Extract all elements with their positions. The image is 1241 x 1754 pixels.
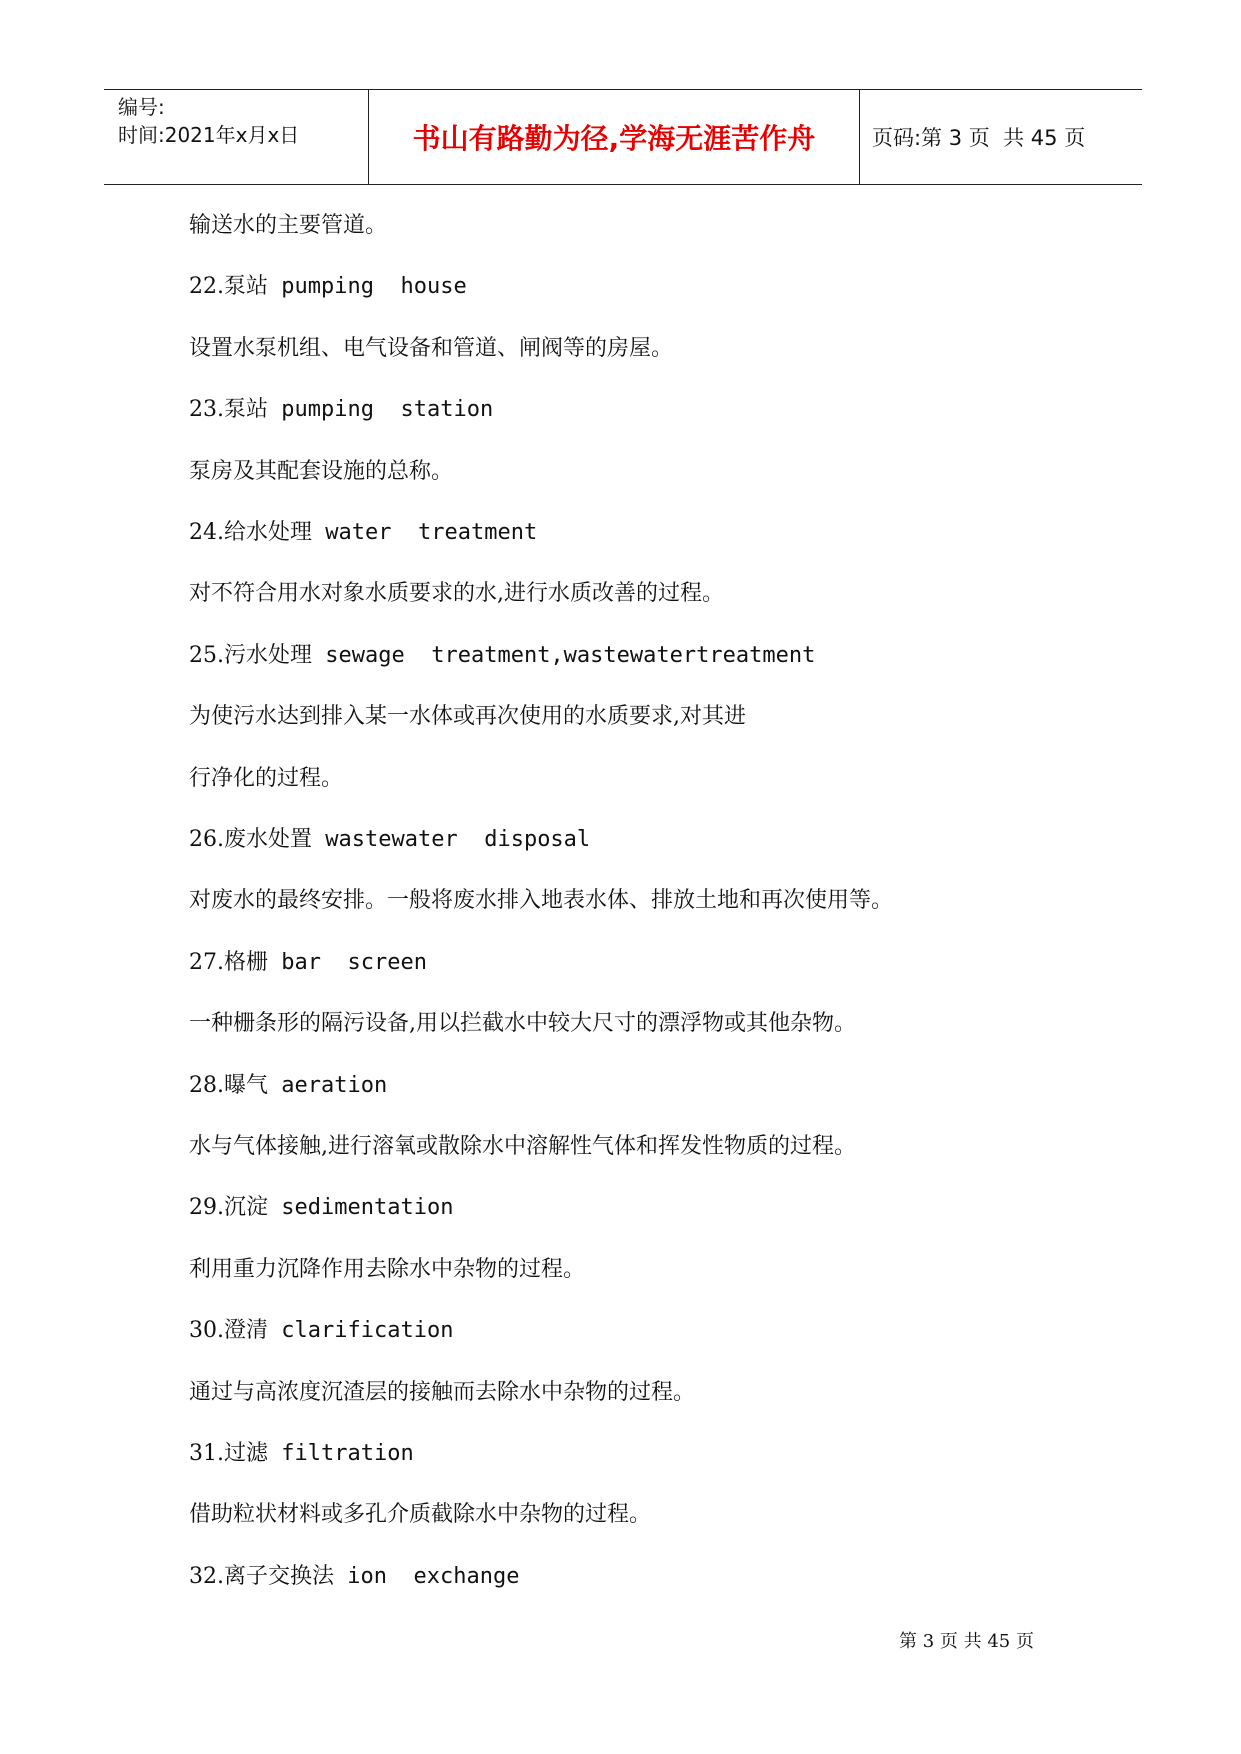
page-footer: 第 3 页 共 45 页 — [899, 1631, 1034, 1652]
definition-text: 借助粒状材料或多孔介质截除水中杂物的过程。 — [189, 1502, 652, 1527]
term-english: sewage treatment,wastewatertreatment — [325, 643, 816, 668]
header-meta — [118, 93, 358, 149]
definition-text: 对废水的最终安排。一般将废水排入地表水体、排放土地和再次使用等。 — [189, 888, 894, 913]
term-english: bar screen — [281, 950, 427, 975]
definition-text: 通过与高浓度沉渣层的接触而去除水中杂物的过程。 — [189, 1380, 696, 1405]
term-chinese: 沉淀 — [224, 1195, 269, 1220]
document-number-label: 编号: — [118, 95, 165, 119]
term-chinese: 格栅 — [224, 950, 269, 975]
term-english: sedimentation — [281, 1195, 454, 1220]
term-number: 24. — [189, 520, 224, 545]
document-time-label: 时间:2021年x月x日 — [118, 123, 300, 147]
term-number: 25. — [189, 643, 224, 668]
definition-text: 设置水泵机组、电气设备和管道、闸阀等的房屋。 — [189, 336, 674, 361]
term-english: pumping house — [281, 274, 467, 299]
definition-text: 行净化的过程。 — [189, 766, 344, 791]
term-english: filtration — [281, 1441, 414, 1466]
definition-text: 水与气体接触,进行溶氧或散除水中溶解性气体和挥发性物质的过程。 — [189, 1134, 856, 1159]
term-english: ion exchange — [347, 1564, 520, 1589]
definition-text: 为使污水达到排入某一水体或再次使用的水质要求,对其进 — [189, 704, 746, 729]
term-heading — [189, 948, 427, 978]
term-heading — [189, 1562, 519, 1592]
term-chinese: 离子交换法 — [224, 1564, 335, 1589]
term-heading — [189, 825, 590, 855]
definition-text: 一种栅条形的隔污设备,用以拦截水中较大尺寸的漂浮物或其他杂物。 — [189, 1011, 856, 1036]
term-number: 32. — [189, 1564, 224, 1589]
term-heading — [189, 641, 815, 671]
header-divider — [859, 90, 860, 184]
term-number: 31. — [189, 1441, 224, 1466]
definition-text: 输送水的主要管道。 — [189, 213, 388, 238]
term-chinese: 澄清 — [224, 1318, 269, 1343]
definition-text: 对不符合用水对象水质要求的水,进行水质改善的过程。 — [189, 581, 724, 606]
term-chinese: 曝气 — [224, 1073, 269, 1098]
term-number: 27. — [189, 950, 224, 975]
term-chinese: 泵站 — [224, 397, 269, 422]
term-number: 23. — [189, 397, 224, 422]
header-motto: 书山有路勤为径,学海无涯苦作舟 — [412, 122, 816, 155]
term-english: pumping station — [281, 397, 494, 422]
term-heading — [189, 395, 493, 425]
definition-text: 泵房及其配套设施的总称。 — [189, 459, 454, 484]
definition-text: 利用重力沉降作用去除水中杂物的过程。 — [189, 1257, 586, 1282]
term-heading — [189, 1439, 414, 1469]
term-english: wastewater disposal — [325, 827, 591, 852]
term-number: 22. — [189, 274, 224, 299]
term-english: water treatment — [325, 520, 538, 545]
header-divider — [368, 90, 369, 184]
term-heading — [189, 518, 537, 548]
term-number: 30. — [189, 1318, 224, 1343]
term-number: 28. — [189, 1073, 224, 1098]
term-number: 29. — [189, 1195, 224, 1220]
page-header — [104, 89, 1142, 185]
term-number: 26. — [189, 827, 224, 852]
term-chinese: 污水处理 — [224, 643, 313, 668]
term-heading — [189, 1071, 387, 1101]
term-english: clarification — [281, 1318, 454, 1343]
term-heading — [189, 272, 467, 302]
term-heading — [189, 1193, 453, 1223]
term-chinese: 废水处置 — [224, 827, 313, 852]
header-page-info: 页码:第 3 页 共 45 页 — [872, 126, 1086, 150]
term-chinese: 给水处理 — [224, 520, 313, 545]
term-english: aeration — [281, 1073, 388, 1098]
term-heading — [189, 1316, 453, 1346]
term-chinese: 过滤 — [224, 1441, 269, 1466]
term-chinese: 泵站 — [224, 274, 269, 299]
